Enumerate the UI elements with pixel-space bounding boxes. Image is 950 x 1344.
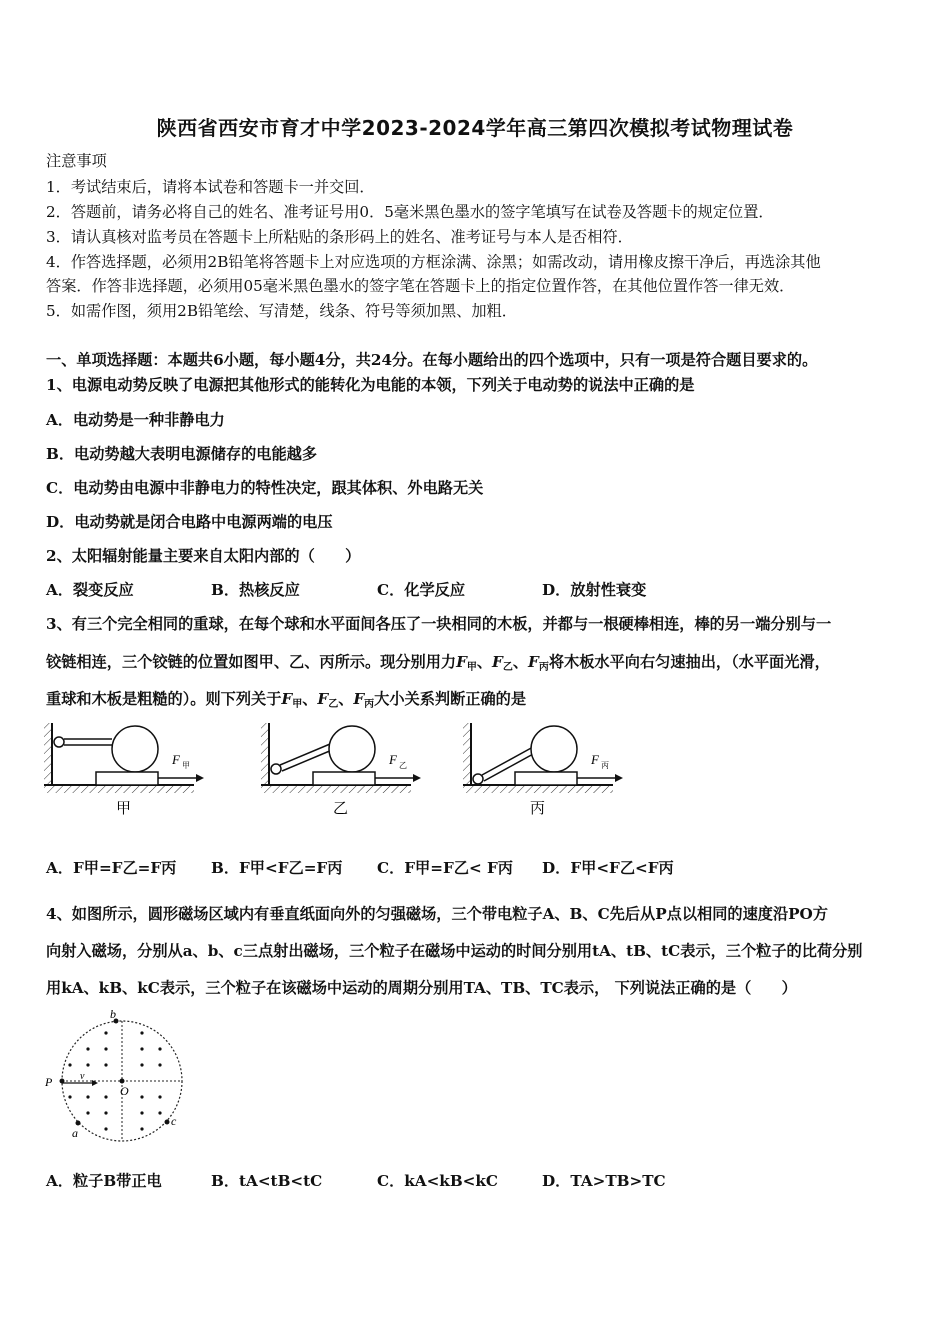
q3-option-c: C．F甲=F乙< F丙 bbox=[377, 859, 513, 877]
notice-item-3: 3．请认真核对监考员在答题卡上所粘贴的条形码上的姓名、准考证号与本人是否相符． bbox=[46, 228, 633, 246]
force-f-bing: F bbox=[528, 653, 539, 671]
force-label-f: F bbox=[172, 752, 180, 767]
force-label-sub: 丙 bbox=[601, 761, 609, 770]
q1-stem: 1、电源电动势反映了电源把其他形式的能转化为电能的本领，下列关于电动势的说法中正确的是 bbox=[46, 376, 695, 394]
figure-label-bing: 丙 bbox=[530, 799, 546, 817]
field-dot bbox=[158, 1111, 161, 1114]
q3-line-2-b: 将木板水平向右匀速抽出，（水平面光滑， bbox=[548, 653, 830, 671]
field-dot bbox=[68, 1095, 71, 1098]
hinge bbox=[271, 764, 281, 774]
q3-line-3 bbox=[46, 689, 526, 715]
hinge bbox=[473, 774, 483, 784]
figure-label-yi: 乙 bbox=[333, 799, 349, 817]
field-dot bbox=[104, 1111, 107, 1114]
section-heading: 一、单项选择题：本题共6小题，每小题4分，共24分。在每小题给出的四个选项中，只有一项是符合题目要求的。 bbox=[46, 351, 818, 369]
q3-line-1: 3、有三个完全相同的重球，在每个球和水平面间各压了一块相同的木板，并都与一根硬棒相连，棒的另一端分别与一 bbox=[46, 615, 832, 633]
point-o bbox=[120, 1079, 125, 1084]
q3-line-2-a: 铰链相连，三个铰链的位置如图甲、乙、丙所示。现分别用力 bbox=[46, 653, 457, 671]
point-p bbox=[60, 1079, 65, 1084]
sep: 、 bbox=[476, 653, 493, 671]
q2-stem: 2、太阳辐射能量主要来自太阳内部的（ ） bbox=[46, 547, 361, 565]
q1-option-d: D．电动势就是闭合电路中电源两端的电压 bbox=[46, 513, 333, 531]
force-label-sub: 乙 bbox=[399, 761, 407, 770]
point-a bbox=[76, 1121, 81, 1126]
force-label-sub: 甲 bbox=[182, 761, 190, 770]
ball bbox=[531, 726, 577, 772]
wall-hatch bbox=[261, 723, 269, 785]
q3-line-2 bbox=[46, 652, 830, 678]
notice-item-1: 1．考试结束后，请将本试卷和答题卡一并交回． bbox=[46, 178, 375, 196]
label-a: a bbox=[72, 1126, 78, 1140]
field-dot bbox=[104, 1047, 107, 1050]
q4-figure bbox=[40, 1005, 200, 1150]
force-f-yi: F bbox=[317, 690, 329, 708]
label-v: v bbox=[80, 1071, 85, 1082]
q3-option-a: A．F甲=F乙=F丙 bbox=[46, 859, 177, 877]
field-dot bbox=[104, 1095, 107, 1098]
sub-yi: 乙 bbox=[328, 699, 339, 710]
q2-option-c: C．化学反应 bbox=[377, 581, 466, 599]
sub-bing: 丙 bbox=[364, 699, 375, 710]
notice-item-5: 5．如需作图，须用2B铅笔绘、写清楚，线条、符号等须加黑、加粗． bbox=[46, 302, 517, 320]
board bbox=[96, 772, 158, 785]
point-c bbox=[165, 1120, 170, 1125]
sep: 、 bbox=[302, 690, 318, 708]
sub-yi: 乙 bbox=[502, 662, 513, 673]
page-title: 陕西省西安市育才中学2023-2024学年高三第四次模拟考试物理试卷 bbox=[156, 116, 794, 140]
force-f-jia: F bbox=[281, 690, 293, 708]
q2-option-b: B．热核反应 bbox=[211, 581, 300, 599]
label-o: O bbox=[120, 1084, 129, 1098]
q4-option-b: B．tA<tB<tC bbox=[211, 1172, 323, 1190]
label-b: b bbox=[110, 1007, 116, 1021]
arrow-head bbox=[196, 774, 204, 782]
q3-figure bbox=[40, 715, 680, 825]
field-dot bbox=[86, 1063, 89, 1066]
label-c: c bbox=[171, 1114, 177, 1128]
q4-line-1: 4、如图所示，圆形磁场区域内有垂直纸面向外的匀强磁场，三个带电粒子A、B、C先后从P点以相同的速度沿PO方 bbox=[46, 905, 828, 923]
field-dot bbox=[158, 1047, 161, 1050]
q1-option-c: C．电动势由电源中非静电力的特性决定，跟其体积、外电路无关 bbox=[46, 479, 484, 497]
q2-option-d: D．放射性衰变 bbox=[542, 581, 647, 599]
figure-jia bbox=[44, 723, 204, 817]
wall-hatch bbox=[463, 723, 471, 785]
q4-line-3: 用kA、kB、kC表示，三个粒子在该磁场中运动的周期分别用TA、TB、TC表示， 下列说法正确的是（ ） bbox=[46, 979, 797, 997]
q3-option-b: B．F甲<F乙=F丙 bbox=[211, 859, 343, 877]
field-dot bbox=[140, 1063, 143, 1066]
force-f-jia: F bbox=[456, 653, 467, 671]
field-dot bbox=[140, 1095, 143, 1098]
ball bbox=[329, 726, 375, 772]
sep: 、 bbox=[512, 653, 529, 671]
q2-option-a: A．裂变反应 bbox=[46, 581, 134, 599]
field-dot bbox=[104, 1127, 107, 1130]
sub-jia: 甲 bbox=[466, 662, 477, 673]
figure-label-jia: 甲 bbox=[116, 799, 132, 817]
q1-option-a: A．电动势是一种非静电力 bbox=[46, 411, 225, 429]
force-f-bing: F bbox=[353, 690, 365, 708]
q4-option-a: A．粒子B带正电 bbox=[46, 1172, 162, 1190]
board bbox=[515, 772, 577, 785]
wall-hatch bbox=[44, 723, 52, 785]
force-label-f: F bbox=[389, 752, 397, 767]
ground-hatch bbox=[44, 785, 194, 793]
field-dot bbox=[104, 1063, 107, 1066]
field-dot bbox=[68, 1063, 71, 1066]
notice-item-4-cont: 答案．作答非选择题，必须用05毫米黑色墨水的签字笔在答题卡上的指定位置作答，在其他位置作答一律无效． bbox=[46, 277, 795, 295]
q3-line-3-b: 大小关系判断正确的是 bbox=[374, 690, 527, 708]
hinge bbox=[54, 737, 64, 747]
ground-hatch bbox=[261, 785, 411, 793]
figure-bing bbox=[463, 723, 623, 817]
ground-hatch bbox=[463, 785, 613, 793]
field-dot bbox=[140, 1031, 143, 1034]
arrow-head bbox=[615, 774, 623, 782]
sep: 、 bbox=[338, 690, 354, 708]
arrow-head bbox=[413, 774, 421, 782]
notice-item-2: 2．答题前，请务必将自己的姓名、准考证号用0．5毫米黑色墨水的签字笔填写在试卷及答题卡的规定位置． bbox=[46, 203, 774, 221]
board bbox=[313, 772, 375, 785]
field-dot bbox=[140, 1111, 143, 1114]
field-dot bbox=[140, 1127, 143, 1130]
q3-line-3-a: 重球和木板是粗糙的）。则下列关于 bbox=[46, 690, 282, 708]
sub-jia: 甲 bbox=[292, 699, 303, 710]
q4-line-2: 向射入磁场，分别从a、b、c三点射出磁场，三个粒子在磁场中运动的时间分别用tA、tB、tC表示，三个粒子的比荷分别 bbox=[46, 942, 863, 960]
sub-bing: 丙 bbox=[538, 662, 549, 673]
force-label-f: F bbox=[591, 752, 599, 767]
field-dot bbox=[86, 1047, 89, 1050]
notice-heading: 注意事项 bbox=[46, 152, 107, 170]
force-f-yi: F bbox=[492, 653, 503, 671]
field-dot bbox=[104, 1031, 107, 1034]
q4-option-d: D．TA>TB>TC bbox=[542, 1172, 666, 1190]
field-dot bbox=[86, 1111, 89, 1114]
label-p: P bbox=[45, 1075, 53, 1089]
ball bbox=[112, 726, 158, 772]
field-dot bbox=[86, 1095, 89, 1098]
q1-option-b: B．电动势越大表明电源储存的电能越多 bbox=[46, 445, 318, 463]
rod bbox=[482, 747, 533, 775]
field-dot bbox=[140, 1047, 143, 1050]
field-dot bbox=[158, 1095, 161, 1098]
figure-yi bbox=[261, 723, 421, 817]
q4-option-c: C．kA<kB<kC bbox=[377, 1172, 499, 1190]
field-dot bbox=[158, 1063, 161, 1066]
notice-item-4: 4．作答选择题，必须用2B铅笔将答题卡上对应选项的方框涂满、涂黑；如需改动，请用橡皮擦干净后，再选涂其他 bbox=[46, 253, 821, 271]
q3-option-d: D．F甲<F乙<F丙 bbox=[542, 859, 674, 877]
